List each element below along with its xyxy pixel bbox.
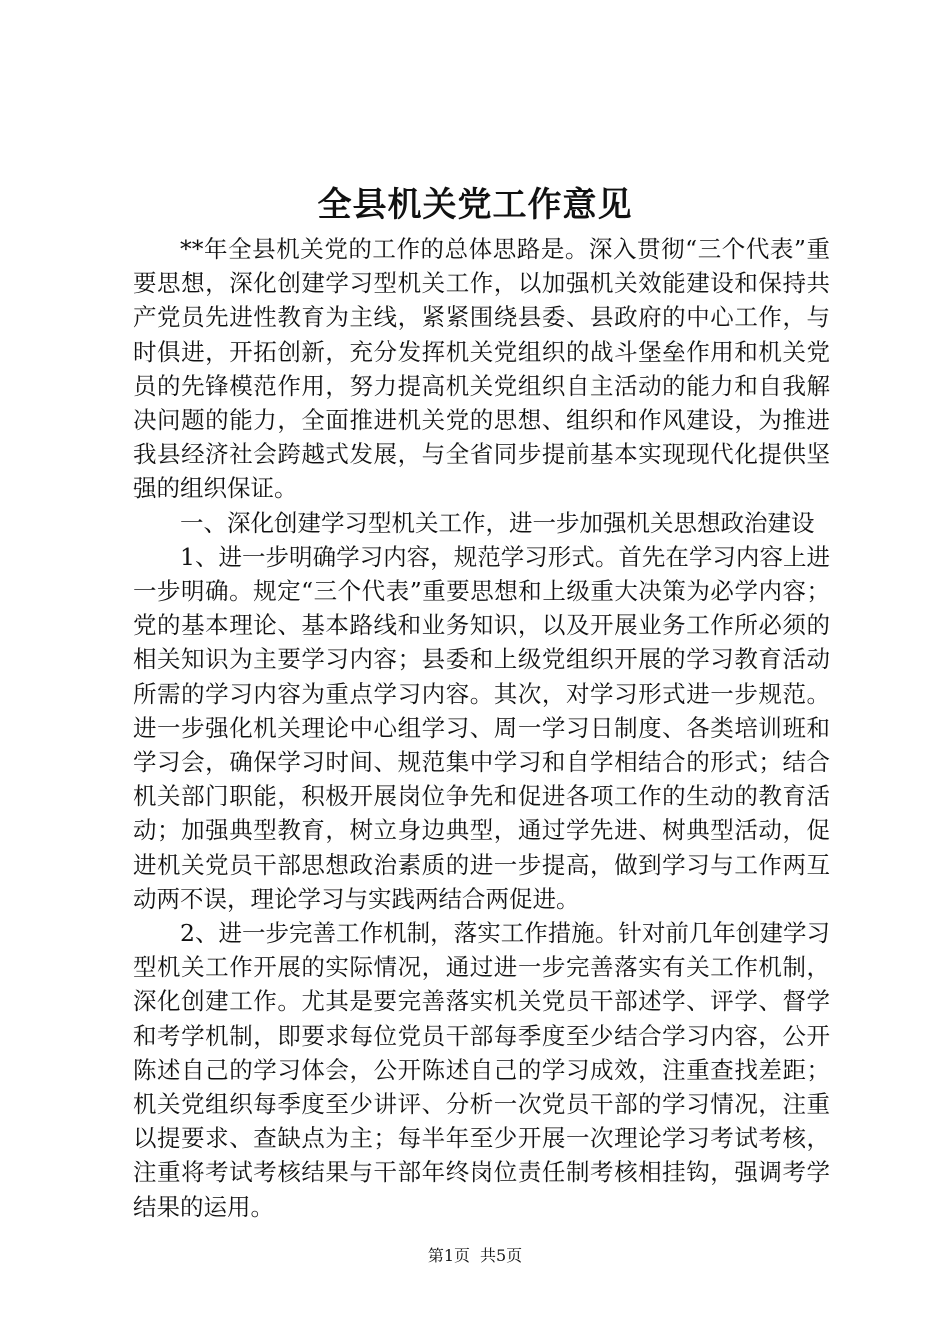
paragraph-item-1: 1、进一步明确学习内容，规范学习形式。首先在学习内容上进一步明确。规定“三个代表”重要思想和上级重大决策为必学内容；党的基本理论、基本路线和业务知识，以及开展业务工作所必须的相关知识为主要学习内容；县委和上级党组织开展的学习教育活动所需的学习内容为重点学习内容。其次，对学习形式进一步规范。进一步强化机关理论中心组学习、周一学习日制度、各类培训班和学习会，确保学习时间、规范集中学习和自学相结合的形式；结合机关部门职能，积极开展岗位争先和促进各项工作的生动的教育活动；加强典型教育，树立身边典型，通过学先进、树典型活动，促进机关党员干部思想政治素质的进一步提高，做到学习与工作两互动两不误，理论学习与实践两结合两促进。 (133, 542, 830, 913)
page-footer (0, 1244, 950, 1268)
page-total: 共5页 (480, 1246, 523, 1265)
paragraph-overview: **年全县机关党的工作的总体思路是。深入贯彻“三个代表”重要思想，深化创建学习型机关工作，以加强机关效能建设和保持共产党员先进性教育为主线，紧紧围绕县委、县政府的中心工作，与时俱进，开拓创新，充分发挥机关党组织的战斗堡垒作用和机关党员的先锋模范作用，努力提高机关党组织自主活动的能力和自我解决问题的能力，全面推进机关党的思想、组织和作风建设，为推进我县经济社会跨越式发展，与全省同步提前基本实现现代化提供坚强的组织保证。 (133, 235, 830, 503)
paragraph-item-2: 2、进一步完善工作机制，落实工作措施。针对前几年创建学习型机关工作开展的实际情况，通过进一步完善落实有关工作机制，深化创建工作。尤其是要完善落实机关党员干部述学、评学、督学和考学机制，即要求每位党员干部每季度至少结合学习内容，公开陈述自己的学习体会，公开陈述自己的学习成效，注重查找差距；机关党组织每季度至少讲评、分析一次党员干部的学习情况，注重以提要求、查缺点为主；每半年至少开展一次理论学习考试考核，注重将考试考核结果与干部年终岗位责任制考核相挂钩，强调考学结果的运用。 (133, 919, 830, 1221)
page-title: 全县机关党工作意见 (317, 185, 633, 225)
section-heading-1: 一、深化创建学习型机关工作，进一步加强机关思想政治建设 (180, 508, 815, 537)
document-body (133, 232, 830, 1224)
page-number: 第1页 (427, 1246, 470, 1265)
